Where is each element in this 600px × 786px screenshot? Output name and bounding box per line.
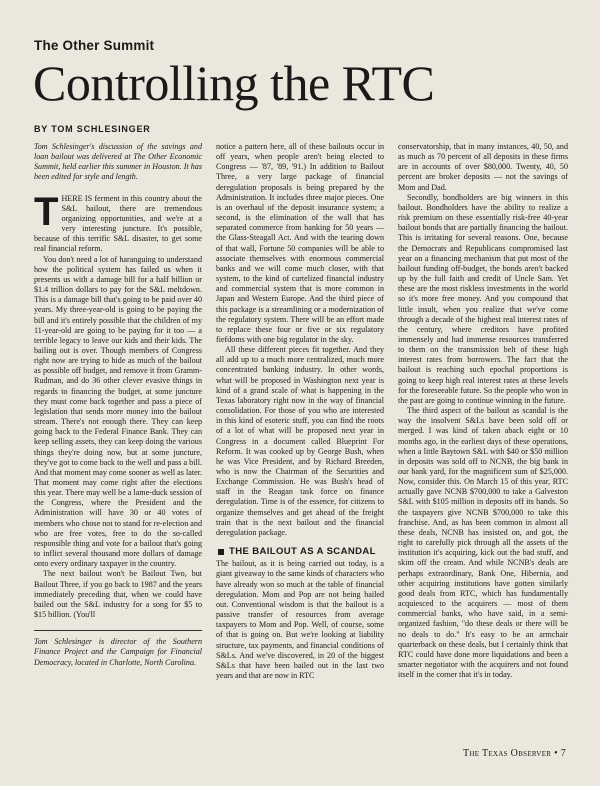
paragraph: The next bailout won't be Bailout Two, but Bailout Three, if you go back to 1987 and the years immediately preceding that, when we could have bailed out the S&L industry for a song for $5 to $15 billion. (You'll <box>34 569 202 620</box>
paragraph: The third aspect of the bailout as scandal is the way the insolvent S&Ls have been sold off or merged. I was kind of taken aback eight or 10 months ago, in the earliest days of these operations, when a little Baytown S&L with $40 or $50 million in deposits was sold off to NCNB, the big bank in our bank yard, for the magnificent sum of $25,000. Now, consider this. On March 15 of this year, RTC actually gave NCNB $700,000 to take a Galveston S&L with $105 million in deposits off its hands. So the taxpayers give NCNB $700,000 to take this franchise. And, as has been common in almost all these deals, NCNB has insisted on, and got, the right to carefully pick through all the assets of the institution it's acquiring, kick out the bad stuff, and skim off the cream. And while NCNB's deals are perhaps extraordinary, Bank One, Hibernia, and other acquiring institutions have gotten similarly good deals from RTC, which has fundamentally acquiesced to the acquirers — most of them commercial banks, who have said, in a semi-organized fashion, "do these deals or there will be no deals to do." It's easy to be an armchair quarterback on these deals, but I certainly think that RTC could have done more liquidations and been a smarter negotiator with the acquirers and not found itself in the corner that it's in today. <box>398 406 568 680</box>
paragraph: The bailout, as it is being carried out today, is a giant giveaway to the same kinds of characters who have already won so much at the table of financial deregulation. Mom and Pop are not being bailed out. Conventional wisdom is that the bailout is a passive transfer of resources from average taxpayers to Mom and Pop. Well, of course, some of that is going on. But we're looking at liability structure, tax payments, and financial conditions of S&Ls. And we've discovered, in 20 of the biggest S&Ls that have been bailed out in the last two years and that are now in RTC <box>216 559 384 680</box>
publication-name: The Texas Observer <box>463 748 552 759</box>
page-number: 7 <box>560 748 566 759</box>
section-kicker: The Other Summit <box>34 38 155 53</box>
intro-note: Tom Schlesinger's discussion of the savings and loan bailout was delivered at The Other Economic Summit, held earlier this summer in Houston. It has been edited for style and length. <box>34 142 202 182</box>
article-column-1 <box>34 142 202 668</box>
paragraph: Secondly, bondholders are big winners in this bailout. Bondholders have the ability to realize a risk premium on these essentially risk-free 40-year bailout bonds that are partially financing the bailout. This is irritating for several reasons. One, because the Democrats and Republicans compromised last year on a financing mechanism that put most of the bailout funding off-budget, the bonds aren't backed up by the full faith and credit of Uncle Sam. Yet these are the most riskless investments in the world so it's more free money. And you compound that little insult, when you realize that we've come through a decade of the highest real interest rates of the century, where creditors have profited immensely and had immense resources transferred to them on the transmission belt of these high interest rates from borrowers. The fact that the bailout is reaching such epochal proportions is going to keep high real interest rates at these levels for the foreseeable future. So the people who won in the past are going to continue winning in the future. <box>398 192 568 405</box>
square-bullet-icon <box>218 549 224 555</box>
opening-paragraph-text: HERE IS ferment in this country about the S&L bailout, there are tremendous organizing opportunities, and we're at a very interesting juncture. It's possible, because of this terrific S&L disaster, to get some real financial reform. <box>34 193 202 254</box>
article-headline: Controlling the RTC <box>33 55 435 111</box>
paragraph: conservatorship, that in many instances, 40, 50, and as much as 70 percent of all deposits in these firms are in accounts of over $80,000. Twenty, 40, 50 percent are broker deposits — not the savings of Mom and Dad. <box>398 142 568 192</box>
byline: BY TOM SCHLESINGER <box>34 124 151 134</box>
paragraph: You don't need a lot of haranguing to understand how the political system has failed us when it presents us with a damage bill for a half billion or $1.4 trillion dollars to pay for the S&L meltdown. This is a damage bill that's going to be paid over 40 years. My three-year-old is going to be paying the bill and it's entirely possible that the children of my 11-year-old are going to be paying for it too — a terrible legacy to leave our kids and their kids. The bailing out is over. Though members of Congress right now are trying to hide as much of the bailout as possible off budget, and remove it from Gramm-Rudman, and do 36 other clever evasive things in regards to financing the budget, at some juncture they must come back together and pass a piece of legislation that sends more money into the bailout stream. There's not enough there. They can keep going back to the Federal Finance Bank. They can keep selling assets, they can keep doing the various things they're doing now, but at some juncture, they've got to come back to the well and pass a bill. And that moment may come sooner as well as later. That moment may come right after the elections this year. There may well be a lame-duck session of the Congress, where the President and the Administration will have 30 or 40 votes of members who chose not to stand for re-election and who are free votes, free to do the so-called responsible thing and vote for a bailout that's going to inflict several thousand more dollars of damage onto every ordinary taxpayer in the country. <box>34 254 202 569</box>
article-column-3 <box>398 142 568 680</box>
paragraph: notice a pattern here, all of these bailouts occur in off years, when people aren't being elected to Congress — '87, '89, '91.) In addition to Bailout Three, a very large package of financial deregulation proposals is being prepared by the Administration. It includes three major pieces. One is an overhaul of the deposit insurance system; a second, is the elimination of the wall that has separated commerce from banking for 50 years — the Glass-Steagall Act. And with the tearing down of that wall, Fortune 50 companies will be able to associate themselves with enormous commercial banks and we will come much closer, with that system, to the kind of cartelized financial industry and commercial system that is more common in Japan and Western Europe. And the third piece of this package is a streamlining or a modernization of the regulatory system. There will be an effort made to replace these four or five or six regulatory fiefdoms with one big regulator in the sky. <box>216 142 384 344</box>
opening-paragraph <box>34 189 202 255</box>
subhead-text: THE BAILOUT AS A SCANDAL <box>229 546 376 558</box>
footer-separator: • <box>554 748 558 759</box>
article-column-2 <box>216 142 384 681</box>
paragraph: All these different pieces fit together. And they all add up to a much more centralized, much more concentrated banking industry. In other words, what will be proposed in Washington next year is kind of a grand scale of what is happening in the Texas laboratory right now in the way of financial consolidation. For those of you who are interested in this kind of esoteric stuff, you can find the roots of a lot of what will be proposed next year in Congress in a document called Blueprint For Reform. It was cooked up by George Bush, when he was Vice President, and by Richard Breeden, who is now the Chairman of the Securities and Exchange Commission. He was Bush's head of staff in the Reagan task force on finance deregulation. Time is of the essence, for citizens to organize themselves and get ahead of the freight train that is the next bailout and the financial deregulation package. <box>216 345 384 537</box>
bio-divider <box>34 630 202 631</box>
dropcap-letter: T <box>34 189 59 234</box>
subhead <box>218 547 384 557</box>
page-footer <box>463 748 566 759</box>
author-bio: Tom Schlesinger is director of the Southern Finance Project and the Campaign for Financial Democracy, located in Charlotte, North Carolina. <box>34 637 202 667</box>
